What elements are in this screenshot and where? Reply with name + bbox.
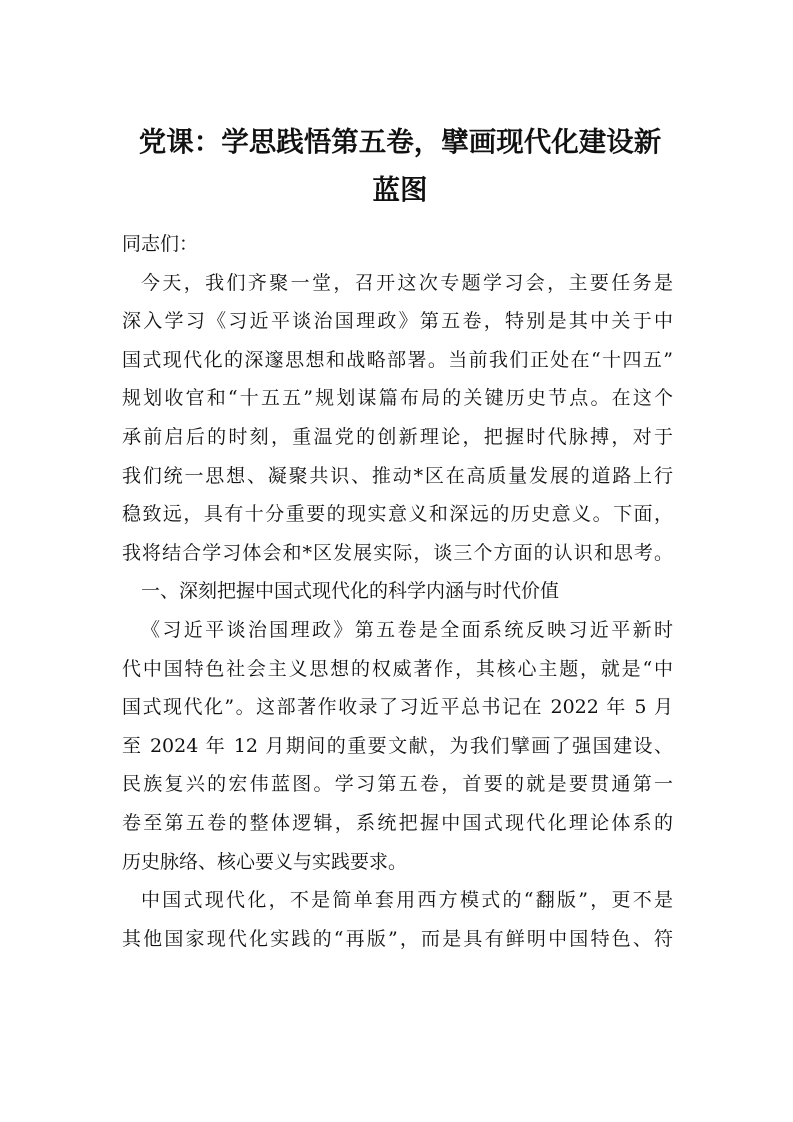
text-line: 至 2024 年 12 月期间的重要文献，为我们擘画了强国建设、 [122, 734, 673, 757]
text-line: 今天，我们齐聚一堂，召开这次专题学习会，主要任务是 [141, 271, 673, 294]
text-line: 卷至第五卷的整体逻辑，系统把握中国式现代化理论体系的 [122, 811, 673, 834]
paragraph [122, 572, 673, 611]
text-line: 承前启后的时刻，重温党的创新理论，把握时代脉搏，对于 [122, 425, 673, 448]
text-line: 《习近平谈治国理政》第五卷是全面系统反映习近平新时 [141, 618, 673, 641]
text-line: 代中国特色社会主义思想的权威著作，其核心主题，就是“中 [122, 657, 673, 680]
text-line: 我们统一思想、凝聚共识、推动*区在高质量发展的道路上行 [122, 464, 673, 487]
text-line: 深入学习《习近平谈治国理政》第五卷，特别是其中关于中 [122, 310, 673, 333]
text-line: 同志们： [122, 233, 199, 255]
paragraph [122, 264, 673, 573]
text-line: 我将结合学习体会和*区发展实际，谈三个方面的认识和思考。 [122, 541, 673, 564]
text-line: 民族复兴的宏伟蓝图。学习第五卷，首要的就是要贯通第一 [122, 773, 673, 796]
paragraph [122, 881, 673, 958]
title-line-1: 党课：学思践悟第五卷，擘画现代化建设新 [138, 126, 662, 158]
text-line: 其他国家现代化实践的“再版”，而是具有鲜明中国特色、符 [122, 927, 673, 950]
text-line: 稳致远，具有十分重要的现实意义和深远的历史意义。下面， [122, 503, 673, 526]
text-line: 国式现代化”。这部著作收录了习近平总书记在 2022 年 5 月 [122, 696, 673, 719]
text-line: 国式现代化的深邃思想和战略部署。当前我们正处在“十四五” [122, 348, 673, 371]
paragraph [122, 611, 673, 881]
text-line: 规划收官和“十五五”规划谋篇布局的关键历史节点。在这个 [122, 387, 673, 410]
text-line: 一、深刻把握中国式现代化的科学内涵与时代价值 [141, 580, 560, 603]
title-line-2: 蓝图 [372, 174, 428, 206]
text-line: 历史脉络、核心要义与实践要求。 [122, 850, 408, 873]
document-body [122, 225, 673, 958]
paragraph [122, 225, 673, 264]
text-line: 中国式现代化，不是简单套用西方模式的“翻版”，更不是 [141, 889, 673, 912]
document-title [110, 118, 690, 214]
